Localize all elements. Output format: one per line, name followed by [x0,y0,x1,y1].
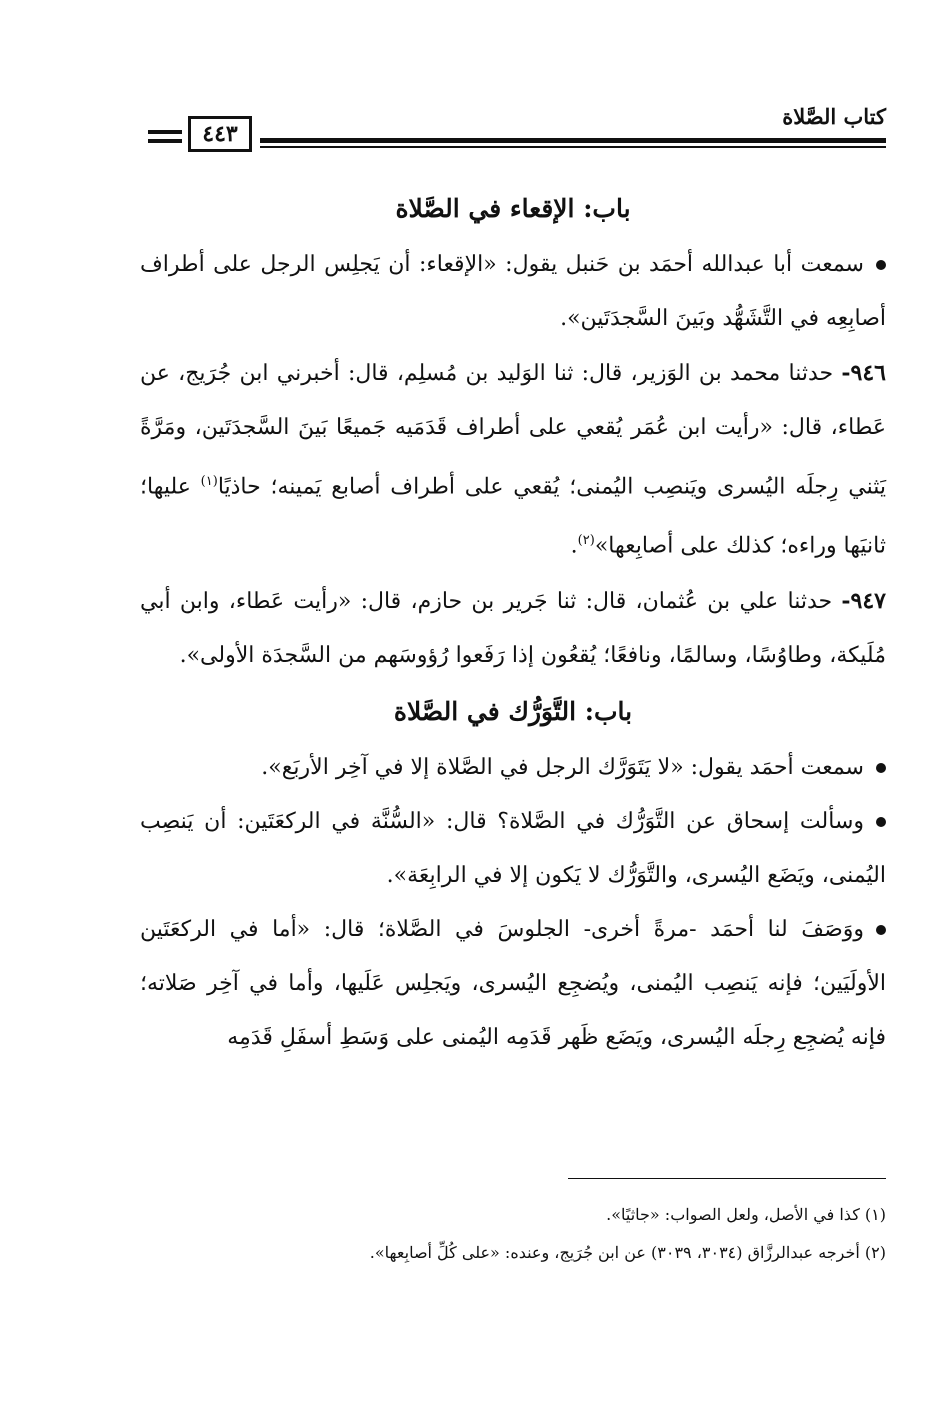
section-heading-iqaa: باب: الإقعاء في الصَّلاة [395,194,631,223]
paragraph-text: سمعت أبا عبدالله أحمَد بن حَنبل يقول: «الإقعاء: أن يَجلِس الرجل على أطراف أصابِعِه في التَّشَهُّد وبَينَ السَّجدَتَين». [140,252,886,331]
footnotes [140,1196,886,1272]
bullet-icon [876,260,886,270]
hadith-number: ٩٤٧- [841,587,886,614]
page-header [148,102,886,162]
footnote-separator [568,1178,886,1179]
footnote-ref-1[interactable]: (١) [200,474,218,489]
bullet-icon [876,763,886,773]
hadith-946 [140,346,886,574]
header-rule-thick [260,138,886,143]
header-ornament-bars [148,130,182,148]
main-text [140,180,886,1065]
hadith-947 [140,574,886,683]
paragraph-tawarruk-2 [140,795,886,903]
footnote-1: (١) كذا في الأصل، ولعل الصواب: «جاثيًا». [606,1205,886,1224]
bullet-icon [876,817,886,827]
paragraph-text: وسألت إسحاق عن التَّوَرُّك في الصَّلاة؟ قال: «السُّنَّة في الركعَتَين: أن يَنصِب اليُمنى، ويَضَع اليُسرى، والتَّوَرُّك لا يَكون إلا في الرابِعَة». [140,808,886,888]
paragraph-text: حدثنا علي بن عُثمان، قال: ثنا جَرير بن حازم، قال: «رأيت عَطاء، وابن أبي مُلَيكة، وطاوُسًا، وسالمًا، ونافعًا؛ يُقعُون إذا رَفَعوا رُؤوسَهم من السَّجدَة الأولى». [140,588,886,668]
footnote-2: (٢) أخرجه عبدالرزَّاق (٣٠٣٤، ٣٠٣٩) عن ابن جُرَيج، وعنده: «على كُلِّ أصابِعها». [369,1243,886,1262]
paragraph-text-continued: عليها؛ ثانيَها وراءه؛ كذلك على أصابِعها» [140,474,886,559]
paragraph-iqaa-1 [140,238,886,346]
bullet-icon [876,925,886,935]
hadith-number: ٩٤٦- [841,360,886,386]
book-title: كتاب الصَّلاة [782,104,886,129]
paragraph-text: سمعت أحمَد يقول: «لا يَتَوَرَّك الرجل في الصَّلاة إلا في آخِر الأربَع». [261,754,864,780]
paragraph-text: حدثنا محمد بن الوَزير، قال: ثنا الوَليد بن مُسلِم، قال: أخبرني ابن جُرَيج، عن عَطاء، قال: «رأيت ابن عُمَر يُقعي على أطراف قَدَمَيه جَميعًا بَينَ السَّجدَتَين، ومَرَّةً يَثني رِجلَه اليُسرى ويَنصِب اليُمنى؛ يُقعي على أطراف أصابع يَمينه؛ حاذيًا [140,361,887,500]
paragraph-tawarruk-1 [140,741,886,795]
header-rule-thin [260,146,886,148]
footnote-ref-2[interactable]: (٢) [577,533,595,549]
paragraph-tawarruk-3 [140,903,886,1065]
page-number: ٤٤٣ [188,116,252,152]
paragraph-end-mark: . [570,533,578,559]
paragraph-text: ووَصَفَ لنا أحمَد -مرةً أخرى- الجلوسَ في الصَّلاة؛ قال: «أما في الركعَتَين الأولَيَين؛ فإنه يَنصِب اليُمنى، ويُضجِع اليُسرى، ويَجلِس عَلَيها، وأما في آخِر صَلاته؛ فإنه يُضجِع رِجلَه اليُسرى، ويَضَع ظَهر قَدَمِه اليُمنى على وَسَطِ أسفَلِ قَدَمِه [140,916,886,1050]
section-heading-tawarruk: باب: التَّوَرُّك في الصَّلاة [393,696,633,726]
